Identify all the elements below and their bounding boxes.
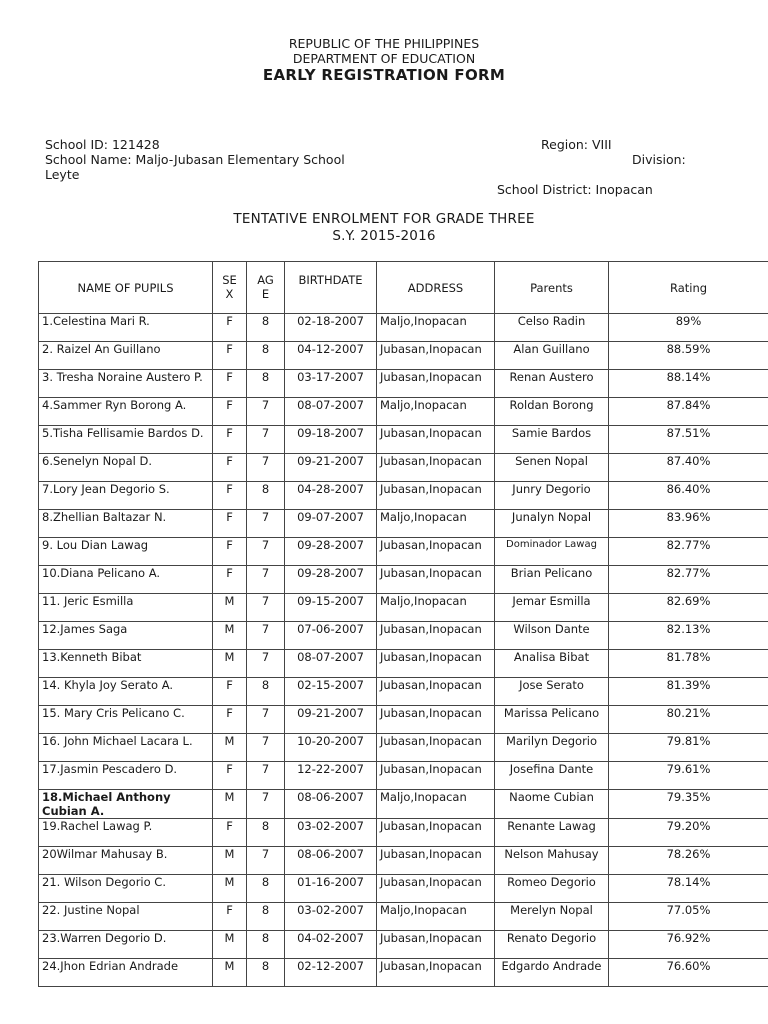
cell-parents: Wilson Dante (495, 622, 609, 650)
cell-age: 7 (247, 650, 285, 678)
table-row (39, 650, 768, 678)
cell-parents: Junalyn Nopal (495, 510, 609, 538)
cell-age: 8 (247, 819, 285, 847)
cell-rating: 81.78% (609, 650, 768, 678)
cell-parents: Roldan Borong (495, 398, 609, 426)
cell-sex: F (213, 370, 247, 398)
cell-age: 7 (247, 762, 285, 790)
cell-name: 19.Rachel Lawag P. (39, 819, 213, 847)
cell-address: Jubasan,Inopacan (377, 875, 495, 903)
cell-rating: 79.81% (609, 734, 768, 762)
cell-birthdate: 02-15-2007 (285, 678, 377, 706)
cell-parents: Analisa Bibat (495, 650, 609, 678)
cell-age: 7 (247, 706, 285, 734)
cell-rating: 86.40% (609, 482, 768, 510)
table-row (39, 622, 768, 650)
cell-address: Jubasan,Inopacan (377, 819, 495, 847)
cell-name: 4.Sammer Ryn Borong A. (39, 398, 213, 426)
cell-birthdate: 10-20-2007 (285, 734, 377, 762)
cell-name: 12.James Saga (39, 622, 213, 650)
cell-rating: 83.96% (609, 510, 768, 538)
cell-rating: 79.61% (609, 762, 768, 790)
region: Region: VIII (541, 137, 612, 152)
cell-birthdate: 03-02-2007 (285, 819, 377, 847)
cell-address: Maljo,Inopacan (377, 790, 495, 819)
school-year: S.Y. 2015-2016 (332, 228, 436, 244)
cell-parents: Junry Degorio (495, 482, 609, 510)
cell-rating: 78.14% (609, 875, 768, 903)
cell-name: 2. Raizel An Guillano (39, 342, 213, 370)
cell-address: Jubasan,Inopacan (377, 650, 495, 678)
cell-sex: F (213, 426, 247, 454)
cell-birthdate: 04-12-2007 (285, 342, 377, 370)
table-row (39, 594, 768, 622)
cell-rating: 79.35% (609, 790, 768, 819)
cell-address: Jubasan,Inopacan (377, 482, 495, 510)
enrolment-title: TENTATIVE ENROLMENT FOR GRADE THREE (233, 211, 535, 227)
cell-birthdate: 02-18-2007 (285, 314, 377, 342)
cell-name: 9. Lou Dian Lawag (39, 538, 213, 566)
cell-birthdate: 09-21-2007 (285, 454, 377, 482)
cell-name: 20Wilmar Mahusay B. (39, 847, 213, 875)
cell-birthdate: 09-07-2007 (285, 510, 377, 538)
table-row (39, 538, 768, 566)
cell-rating: 89% (609, 314, 768, 342)
cell-parents: Romeo Degorio (495, 875, 609, 903)
cell-address: Jubasan,Inopacan (377, 370, 495, 398)
cell-sex: F (213, 314, 247, 342)
cell-birthdate: 03-02-2007 (285, 903, 377, 931)
cell-name: 24.Jhon Edrian Andrade (39, 959, 213, 987)
cell-rating: 78.26% (609, 847, 768, 875)
cell-name: 7.Lory Jean Degorio S. (39, 482, 213, 510)
cell-birthdate: 08-06-2007 (285, 847, 377, 875)
cell-name: 23.Warren Degorio D. (39, 931, 213, 959)
cell-sex: F (213, 510, 247, 538)
cell-sex: F (213, 706, 247, 734)
cell-age: 7 (247, 398, 285, 426)
division-value: Leyte (45, 167, 80, 182)
cell-age: 8 (247, 342, 285, 370)
cell-name: 18.Michael Anthony Cubian A. (39, 790, 213, 819)
cell-rating: 88.59% (609, 342, 768, 370)
table-row (39, 678, 768, 706)
cell-sex: M (213, 622, 247, 650)
table-row (39, 426, 768, 454)
cell-sex: F (213, 342, 247, 370)
cell-age: 7 (247, 734, 285, 762)
cell-birthdate: 01-16-2007 (285, 875, 377, 903)
table-row (39, 454, 768, 482)
cell-address: Jubasan,Inopacan (377, 931, 495, 959)
header-sex: SEX (213, 262, 247, 314)
form-title: EARLY REGISTRATION FORM (262, 66, 506, 84)
cell-age: 8 (247, 482, 285, 510)
cell-address: Jubasan,Inopacan (377, 959, 495, 987)
cell-parents: Renante Lawag (495, 819, 609, 847)
cell-birthdate: 09-18-2007 (285, 426, 377, 454)
cell-birthdate: 08-07-2007 (285, 398, 377, 426)
cell-rating: 82.13% (609, 622, 768, 650)
cell-age: 7 (247, 510, 285, 538)
cell-age: 8 (247, 931, 285, 959)
table-row (39, 790, 768, 819)
cell-age: 7 (247, 566, 285, 594)
cell-birthdate: 04-02-2007 (285, 931, 377, 959)
school-id: School ID: 121428 (45, 137, 160, 152)
cell-parents: Nelson Mahusay (495, 847, 609, 875)
cell-parents: Marilyn Degorio (495, 734, 609, 762)
cell-age: 8 (247, 959, 285, 987)
cell-parents: Jose Serato (495, 678, 609, 706)
cell-parents: Dominador Lawag (495, 538, 609, 566)
cell-sex: M (213, 847, 247, 875)
cell-age: 8 (247, 370, 285, 398)
cell-rating: 87.40% (609, 454, 768, 482)
cell-sex: F (213, 566, 247, 594)
cell-address: Jubasan,Inopacan (377, 622, 495, 650)
republic-header: REPUBLIC OF THE PHILIPPINES (288, 36, 480, 51)
cell-sex: F (213, 482, 247, 510)
table-row (39, 342, 768, 370)
cell-name: 21. Wilson Degorio C. (39, 875, 213, 903)
cell-name: 6.Senelyn Nopal D. (39, 454, 213, 482)
cell-birthdate: 03-17-2007 (285, 370, 377, 398)
department-header: DEPARTMENT OF EDUCATION (292, 51, 476, 66)
cell-birthdate: 09-28-2007 (285, 566, 377, 594)
cell-name: 10.Diana Pelicano A. (39, 566, 213, 594)
cell-address: Jubasan,Inopacan (377, 678, 495, 706)
table-row (39, 762, 768, 790)
table-row (39, 847, 768, 875)
cell-name: 5.Tisha Fellisamie Bardos D. (39, 426, 213, 454)
enrolment-table (38, 261, 768, 987)
cell-address: Maljo,Inopacan (377, 510, 495, 538)
cell-address: Jubasan,Inopacan (377, 566, 495, 594)
table-body (39, 314, 768, 987)
header-parents: Parents (495, 262, 609, 314)
cell-parents: Renato Degorio (495, 931, 609, 959)
table-row (39, 931, 768, 959)
division-label: Division: (632, 152, 686, 167)
cell-rating: 77.05% (609, 903, 768, 931)
cell-address: Jubasan,Inopacan (377, 454, 495, 482)
cell-rating: 87.51% (609, 426, 768, 454)
cell-age: 7 (247, 426, 285, 454)
header-age: AGE (247, 262, 285, 314)
cell-rating: 81.39% (609, 678, 768, 706)
cell-parents: Naome Cubian (495, 790, 609, 819)
cell-sex: F (213, 819, 247, 847)
cell-rating: 82.69% (609, 594, 768, 622)
cell-address: Jubasan,Inopacan (377, 762, 495, 790)
cell-name: 8.Zhellian Baltazar N. (39, 510, 213, 538)
cell-sex: F (213, 762, 247, 790)
cell-sex: M (213, 594, 247, 622)
cell-sex: F (213, 903, 247, 931)
cell-parents: Celso Radin (495, 314, 609, 342)
cell-address: Maljo,Inopacan (377, 314, 495, 342)
cell-parents: Merelyn Nopal (495, 903, 609, 931)
cell-name: 22. Justine Nopal (39, 903, 213, 931)
table-row (39, 370, 768, 398)
cell-parents: Samie Bardos (495, 426, 609, 454)
cell-birthdate: 08-06-2007 (285, 790, 377, 819)
cell-birthdate: 09-28-2007 (285, 538, 377, 566)
cell-parents: Josefina Dante (495, 762, 609, 790)
cell-parents: Marissa Pelicano (495, 706, 609, 734)
cell-sex: M (213, 931, 247, 959)
table-row (39, 314, 768, 342)
header-name: NAME OF PUPILS (39, 262, 213, 314)
cell-address: Maljo,Inopacan (377, 594, 495, 622)
cell-name: 15. Mary Cris Pelicano C. (39, 706, 213, 734)
cell-birthdate: 08-07-2007 (285, 650, 377, 678)
cell-address: Jubasan,Inopacan (377, 342, 495, 370)
table-row (39, 734, 768, 762)
cell-age: 7 (247, 622, 285, 650)
cell-age: 8 (247, 903, 285, 931)
cell-sex: F (213, 454, 247, 482)
table-row (39, 566, 768, 594)
table-row (39, 875, 768, 903)
cell-rating: 82.77% (609, 538, 768, 566)
cell-address: Jubasan,Inopacan (377, 538, 495, 566)
cell-name: 14. Khyla Joy Serato A. (39, 678, 213, 706)
cell-age: 8 (247, 314, 285, 342)
cell-rating: 88.14% (609, 370, 768, 398)
cell-rating: 80.21% (609, 706, 768, 734)
cell-name: 1.Celestina Mari R. (39, 314, 213, 342)
table-row (39, 959, 768, 987)
header-birthdate: BIRTHDATE (285, 262, 377, 314)
table-row (39, 510, 768, 538)
cell-name: 16. John Michael Lacara L. (39, 734, 213, 762)
table-row (39, 482, 768, 510)
cell-age: 7 (247, 594, 285, 622)
cell-birthdate: 07-06-2007 (285, 622, 377, 650)
cell-birthdate: 12-22-2007 (285, 762, 377, 790)
cell-sex: M (213, 650, 247, 678)
cell-rating: 76.92% (609, 931, 768, 959)
cell-parents: Jemar Esmilla (495, 594, 609, 622)
cell-age: 7 (247, 847, 285, 875)
cell-birthdate: 04-28-2007 (285, 482, 377, 510)
cell-birthdate: 02-12-2007 (285, 959, 377, 987)
cell-sex: F (213, 538, 247, 566)
cell-address: Jubasan,Inopacan (377, 734, 495, 762)
cell-sex: M (213, 875, 247, 903)
cell-parents: Edgardo Andrade (495, 959, 609, 987)
cell-address: Jubasan,Inopacan (377, 706, 495, 734)
cell-sex: F (213, 398, 247, 426)
table-row (39, 398, 768, 426)
table-row (39, 706, 768, 734)
cell-rating: 79.20% (609, 819, 768, 847)
table-row (39, 903, 768, 931)
cell-age: 7 (247, 454, 285, 482)
school-name: School Name: Maljo-Jubasan Elementary School (45, 152, 345, 167)
school-district: School District: Inopacan (497, 182, 653, 197)
cell-name: 3. Tresha Noraine Austero P. (39, 370, 213, 398)
cell-address: Maljo,Inopacan (377, 903, 495, 931)
cell-parents: Brian Pelicano (495, 566, 609, 594)
cell-name: 17.Jasmin Pescadero D. (39, 762, 213, 790)
cell-name: 13.Kenneth Bibat (39, 650, 213, 678)
cell-sex: M (213, 734, 247, 762)
cell-birthdate: 09-15-2007 (285, 594, 377, 622)
cell-age: 8 (247, 875, 285, 903)
cell-sex: M (213, 959, 247, 987)
cell-address: Jubasan,Inopacan (377, 426, 495, 454)
cell-parents: Senen Nopal (495, 454, 609, 482)
cell-age: 8 (247, 678, 285, 706)
cell-parents: Alan Guillano (495, 342, 609, 370)
cell-sex: M (213, 790, 247, 819)
header-address: ADDRESS (377, 262, 495, 314)
table-header-row (39, 262, 768, 314)
cell-sex: F (213, 678, 247, 706)
cell-address: Maljo,Inopacan (377, 398, 495, 426)
cell-rating: 82.77% (609, 566, 768, 594)
cell-birthdate: 09-21-2007 (285, 706, 377, 734)
cell-parents: Renan Austero (495, 370, 609, 398)
cell-age: 7 (247, 790, 285, 819)
cell-rating: 76.60% (609, 959, 768, 987)
header-rating: Rating (609, 262, 768, 314)
cell-rating: 87.84% (609, 398, 768, 426)
table-row (39, 819, 768, 847)
cell-name: 11. Jeric Esmilla (39, 594, 213, 622)
cell-age: 7 (247, 538, 285, 566)
cell-address: Jubasan,Inopacan (377, 847, 495, 875)
